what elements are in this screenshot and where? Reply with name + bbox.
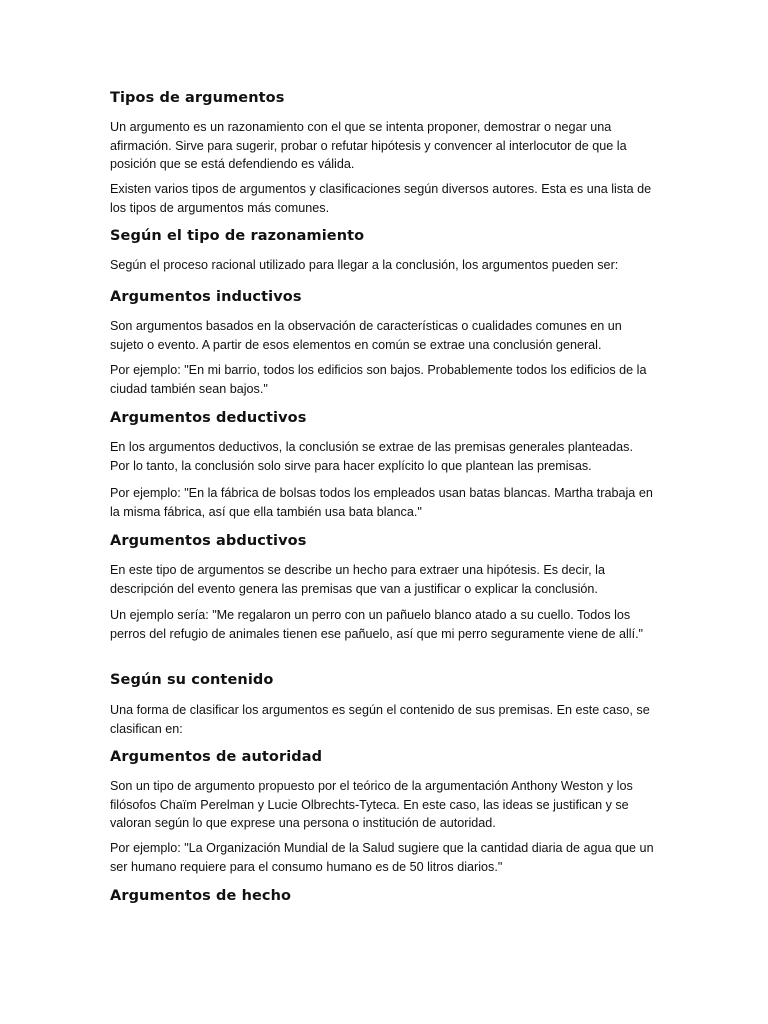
paragraph-deductivos-definicion: [110, 438, 655, 475]
heading-text: Según su contenido: [110, 672, 274, 688]
heading-text: Según el tipo de razonamiento: [110, 228, 365, 244]
paragraph-autoridad-definicion: [110, 777, 655, 833]
paragraph-proceso-racional: [110, 256, 655, 275]
paragraph-abductivos-ejemplo: [110, 606, 655, 643]
section-heading-argumentos-abductivos: [110, 531, 655, 551]
paragraph-text: En los argumentos deductivos, la conclusión se extrae de las premisas generales planteadas. Por lo tanto, la conclusión solo sirve para hacer explícito lo que plantean las premisas.: [110, 440, 633, 473]
paragraph-text: Por ejemplo: "En la fábrica de bolsas todos los empleados usan batas blancas. Martha trabaja en la misma fábrica, así que ella también usa bata blanca.": [110, 486, 653, 519]
heading-text: Argumentos deductivos: [110, 410, 307, 426]
paragraph-text: Una forma de clasificar los argumentos es según el contenido de sus premisas. En este caso, se clasifican en:: [110, 703, 650, 736]
heading-text: Argumentos inductivos: [110, 289, 302, 305]
paragraph-text: En este tipo de argumentos se describe un hecho para extraer una hipótesis. Es decir, la descripción del evento genera las premisas que van a justificar o explicar la conclusión.: [110, 563, 605, 596]
paragraph-intro-lista: [110, 180, 655, 217]
paragraph-autoridad-ejemplo: [110, 839, 655, 876]
paragraph-contenido-clasificacion: [110, 701, 655, 738]
paragraph-inductivos-ejemplo: [110, 361, 655, 398]
paragraph-text: Son un tipo de argumento propuesto por el teórico de la argumentación Anthony Weston y los filósofos Chaïm Perelman y Lucie Olbrechts-Tyteca. En este caso, las ideas se justifican y se valoran según lo que exprese una persona o institución de autoridad.: [110, 779, 633, 830]
paragraph-abductivos-definicion: [110, 561, 655, 598]
section-heading-tipos-de-argumentos: [110, 88, 655, 108]
heading-text: Argumentos abductivos: [110, 533, 307, 549]
paragraph-text: Son argumentos basados en la observación de características o cualidades comunes en un sujeto o evento. A partir de esos elementos en común se extrae una conclusión general.: [110, 319, 622, 352]
section-heading-tipo-de-razonamiento: [110, 226, 655, 246]
section-heading-argumentos-de-hecho: [110, 886, 655, 906]
heading-text: Argumentos de autoridad: [110, 749, 323, 765]
paragraph-text: Un argumento es un razonamiento con el que se intenta proponer, demostrar o negar una afirmación. Sirve para sugerir, probar o refutar hipótesis y convencer al interlocutor de que la posición que se está defendiendo es válida.: [110, 120, 627, 171]
heading-text: Argumentos de hecho: [110, 888, 292, 904]
paragraph-text: Existen varios tipos de argumentos y clasificaciones según diversos autores. Esta es una lista de los tipos de argumentos más comunes.: [110, 182, 652, 215]
paragraph-text: Por ejemplo: "La Organización Mundial de la Salud sugiere que la cantidad diaria de agua que un ser humano requiere para el consumo humano es de 50 litros diarios.": [110, 841, 654, 874]
paragraph-inductivos-definicion: [110, 317, 655, 354]
paragraph-text: Un ejemplo sería: "Me regalaron un perro con un pañuelo blanco atado a su cuello. Todos los perros del refugio de animales tienen ese pañuelo, así que mi perro seguramente viene de allí.": [110, 608, 644, 641]
paragraph-intro-definicion: [110, 118, 655, 174]
heading-text: Tipos de argumentos: [110, 90, 285, 106]
paragraph-deductivos-ejemplo: [110, 484, 655, 521]
paragraph-text: Por ejemplo: "En mi barrio, todos los edificios son bajos. Probablemente todos los edificios de la ciudad también sean bajos.": [110, 363, 647, 396]
section-heading-argumentos-deductivos: [110, 408, 655, 428]
section-heading-argumentos-inductivos: [110, 287, 655, 307]
section-heading-segun-su-contenido: [110, 670, 655, 690]
section-heading-argumentos-de-autoridad: [110, 747, 655, 767]
paragraph-text: Según el proceso racional utilizado para llegar a la conclusión, los argumentos pueden ser:: [110, 258, 619, 272]
